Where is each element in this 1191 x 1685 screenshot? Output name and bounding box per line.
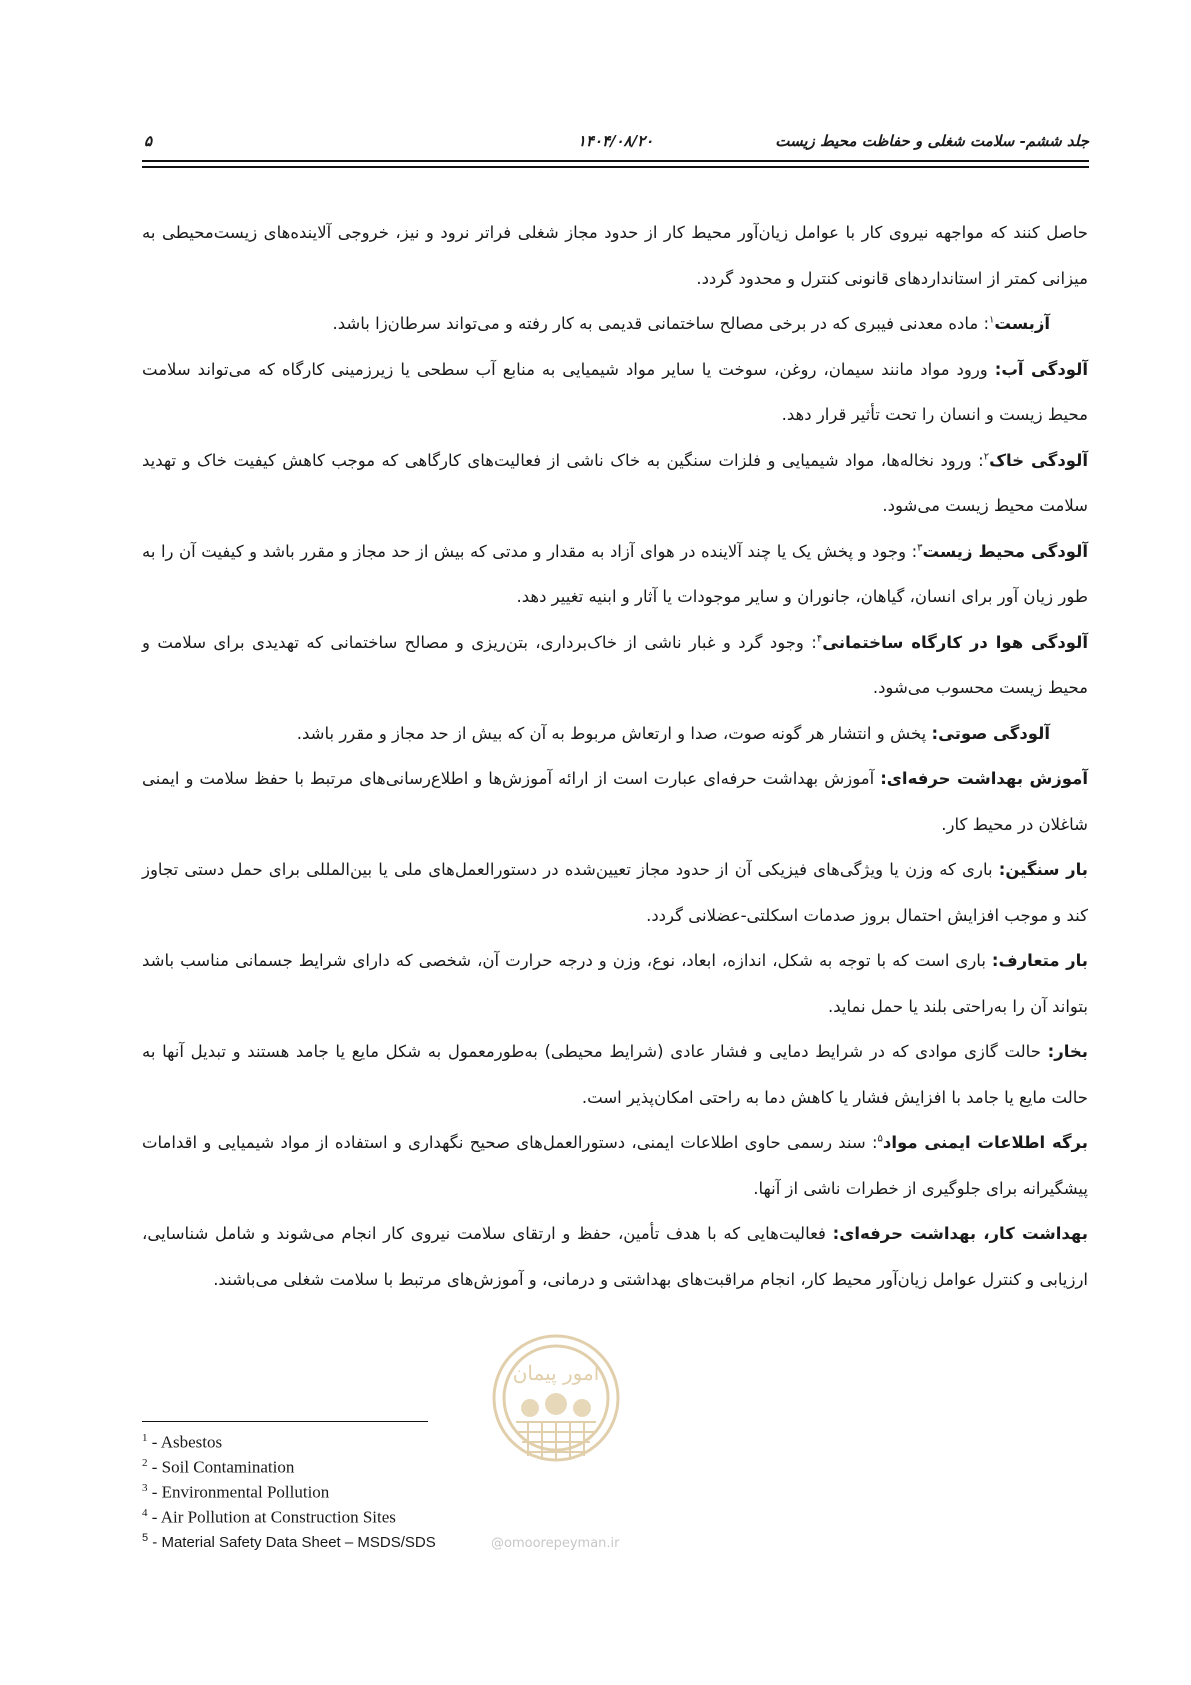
- definition-text: : ماده معدنی فیبری که در برخی مصالح ساختمانی قدیمی به کار رفته و می‌تواند سرطان‌زا باشد.: [332, 314, 990, 333]
- footnote-text: - Environmental Pollution: [151, 1482, 330, 1502]
- footnote-number: 1: [142, 1432, 148, 1444]
- definition-term: آلودگی صوتی:: [931, 723, 1050, 743]
- definition-term: آلودگی محیط زیست: [922, 541, 1088, 561]
- definition-term: آزبست: [994, 314, 1050, 333]
- definition-text: فعالیت‌هایی که با هدف تأمین، حفظ و ارتقای سلامت نیروی کار انجام می‌شوند و شامل شناسایی، ارزیابی و کنترل عوامل زیان‌آور محیط کار، انجام مراقبت‌های بهداشتی و درمانی، و آموزش‌های مرتبط با سلامت شغلی می‌باشند.: [142, 1224, 1088, 1289]
- footnote-text: - Air Pollution at Construction Sites: [151, 1507, 396, 1527]
- definition-term: بهداشت کار، بهداشت حرفه‌ای:: [832, 1224, 1088, 1243]
- definition-term: آلودگی خاک: [989, 450, 1088, 470]
- definition-term: برگه اطلاعات ایمنی مواد: [882, 1133, 1089, 1152]
- header-rule-top: [142, 160, 1089, 162]
- definition-occupational-health: [142, 1211, 1088, 1302]
- definition-environmental-pollution: [142, 529, 1088, 620]
- definition-term: آلودگی آب:: [994, 359, 1088, 379]
- definition-water-pollution: [142, 347, 1088, 438]
- footnote-ref: ۵: [877, 1133, 883, 1145]
- footnote-text: - Asbestos: [151, 1432, 223, 1452]
- definition-term: آلودگی هوا در کارگاه ساختمانی: [822, 632, 1088, 652]
- header-title: جلد ششم- سلامت شغلی و حفاظت محیط زیست: [775, 132, 1089, 150]
- page-header: [142, 128, 1089, 158]
- footnote-text: - Material Safety Data Sheet – MSDS/SDS: [152, 1534, 436, 1551]
- footnote: [142, 1451, 436, 1476]
- footnote-ref: ۲: [983, 451, 990, 462]
- definition-term: آموزش بهداشت حرفه‌ای:: [880, 769, 1088, 788]
- definition-normal-load: [142, 938, 1088, 1029]
- definition-text: ورود مواد مانند سیمان، روغن، سوخت یا سایر مواد شیمیایی به منابع آب سطحی یا زیرزمینی کارگاه که می‌تواند سلامت محیط زیست و انسان را تحت تأثیر قرار دهد.: [142, 359, 1088, 424]
- footnote: [142, 1476, 436, 1501]
- watermark-seal-logo: [488, 1330, 624, 1480]
- footnote-ref: ۴: [816, 633, 823, 644]
- definition-soil-contamination: [142, 438, 1088, 529]
- definition-text: باری است که با توجه به شکل، اندازه، ابعاد، نوع، وزن و درجه حرارت آن، شخصی که دارای شرایط جسمانی مناسب باشد بتواند آن را به‌راحتی بلند یا حمل نماید.: [142, 951, 1088, 1016]
- header-rule-bottom: [142, 166, 1089, 168]
- footnotes: [142, 1426, 436, 1551]
- definition-heavy-load: [142, 847, 1088, 938]
- definition-vapor: [142, 1029, 1088, 1120]
- definition-text: پخش و انتشار هر گونه صوت، صدا و ارتعاش مربوط به آن که بیش از حد مجاز و مقرر باشد.: [296, 723, 932, 743]
- paragraph: [142, 210, 1088, 301]
- definition-term: بار متعارف:: [991, 951, 1089, 970]
- watermark-seal-text: امور پیمان: [512, 1361, 600, 1385]
- definition-occupational-health-training: [142, 756, 1088, 847]
- page-number: ۵: [144, 132, 153, 150]
- footnote-number: 4: [142, 1507, 148, 1519]
- footnote: [142, 1426, 436, 1451]
- definition-text: حالت گازی موادی که در شرایط دمایی و فشار عادی (شرایط محیطی) به‌طورمعمول به شکل مایع یا جامد هستند و تبدیل آنها به حالت مایع یا جامد با افزایش فشار یا کاهش دما به راحتی امکان‌پذیر است.: [142, 1042, 1088, 1107]
- definition-text: : وجود و پخش یک یا چند آلاینده در هوای آزاد به مقدار و مدتی که بیش از حد مجاز و مقرر باشد و کیفیت آن را به طور زیان آور برای انسان، گیاهان، جانوران و سایر موجودات یا آثار و ابنیه تغییر دهد.: [142, 541, 1088, 606]
- definition-msds: [142, 1120, 1088, 1211]
- definition-text: باری که وزن یا ویژگی‌های فیزیکی آن از حدود مجاز تعیین‌شده در دستورالعمل‌های ملی یا بین‌المللی برای حمل دستی تجاوز کند و موجب افزایش احتمال بروز صدمات اسکلتی-عضلانی گردد.: [142, 860, 1088, 925]
- definition-air-pollution-construction: [142, 620, 1088, 711]
- header-date: ۱۴۰۴/۰۸/۲۰: [577, 132, 654, 150]
- footnote: [142, 1501, 436, 1526]
- document-body: [142, 210, 1088, 1302]
- footnote-ref: ۱: [989, 314, 995, 326]
- definition-term: بار سنگین:: [998, 860, 1088, 879]
- definition-term: بخار:: [1047, 1042, 1088, 1061]
- definition-text: : وجود گرد و غبار ناشی از خاک‌برداری، بتن‌ریزی و مصالح ساختمانی که تهدیدی برای سلامت و محیط زیست محسوب می‌شود.: [142, 632, 1088, 697]
- footnote: [142, 1526, 436, 1551]
- footnote-number: 5: [142, 1532, 149, 1544]
- footnote-number: 3: [142, 1482, 148, 1494]
- footnote-ref: ۳: [917, 542, 923, 553]
- definition-text: : ورود نخاله‌ها، مواد شیمیایی و فلزات سنگین به خاک ناشی از فعالیت‌های کارگاهی که موجب کاهش کیفیت خاک و تهدید سلامت محیط زیست می‌شود.: [142, 450, 1088, 515]
- footnote-number: 2: [142, 1457, 148, 1469]
- definition-text: حاصل کنند که مواجهه نیروی کار با عوامل زیان‌آور محیط کار از حدود مجاز شغلی فراتر نرود و نیز، خروجی آلاینده‌های زیست‌محیطی به میزانی کمتر از استانداردهای قانونی کنترل و محدود گردد.: [142, 223, 1088, 288]
- definition-text: آموزش بهداشت حرفه‌ای عبارت است از ارائه آموزش‌ها و اطلاع‌رسانی‌های مرتبط با حفظ سلامت و ایمنی شاغلان در محیط کار.: [142, 769, 1088, 834]
- definition-text: : سند رسمی حاوی اطلاعات ایمنی، دستورالعمل‌های صحیح نگهداری و استفاده از مواد شیمیایی و اقدامات پیشگیرانه برای جلوگیری از خطرات ناشی از آنها.: [142, 1133, 1088, 1198]
- definition-asbestos: [142, 301, 1088, 347]
- watermark-url: @omoorepeyman.ir: [491, 1536, 620, 1551]
- footnote-separator: [142, 1421, 428, 1422]
- definition-noise-pollution: [142, 711, 1088, 757]
- footnote-text: - Soil Contamination: [151, 1457, 295, 1477]
